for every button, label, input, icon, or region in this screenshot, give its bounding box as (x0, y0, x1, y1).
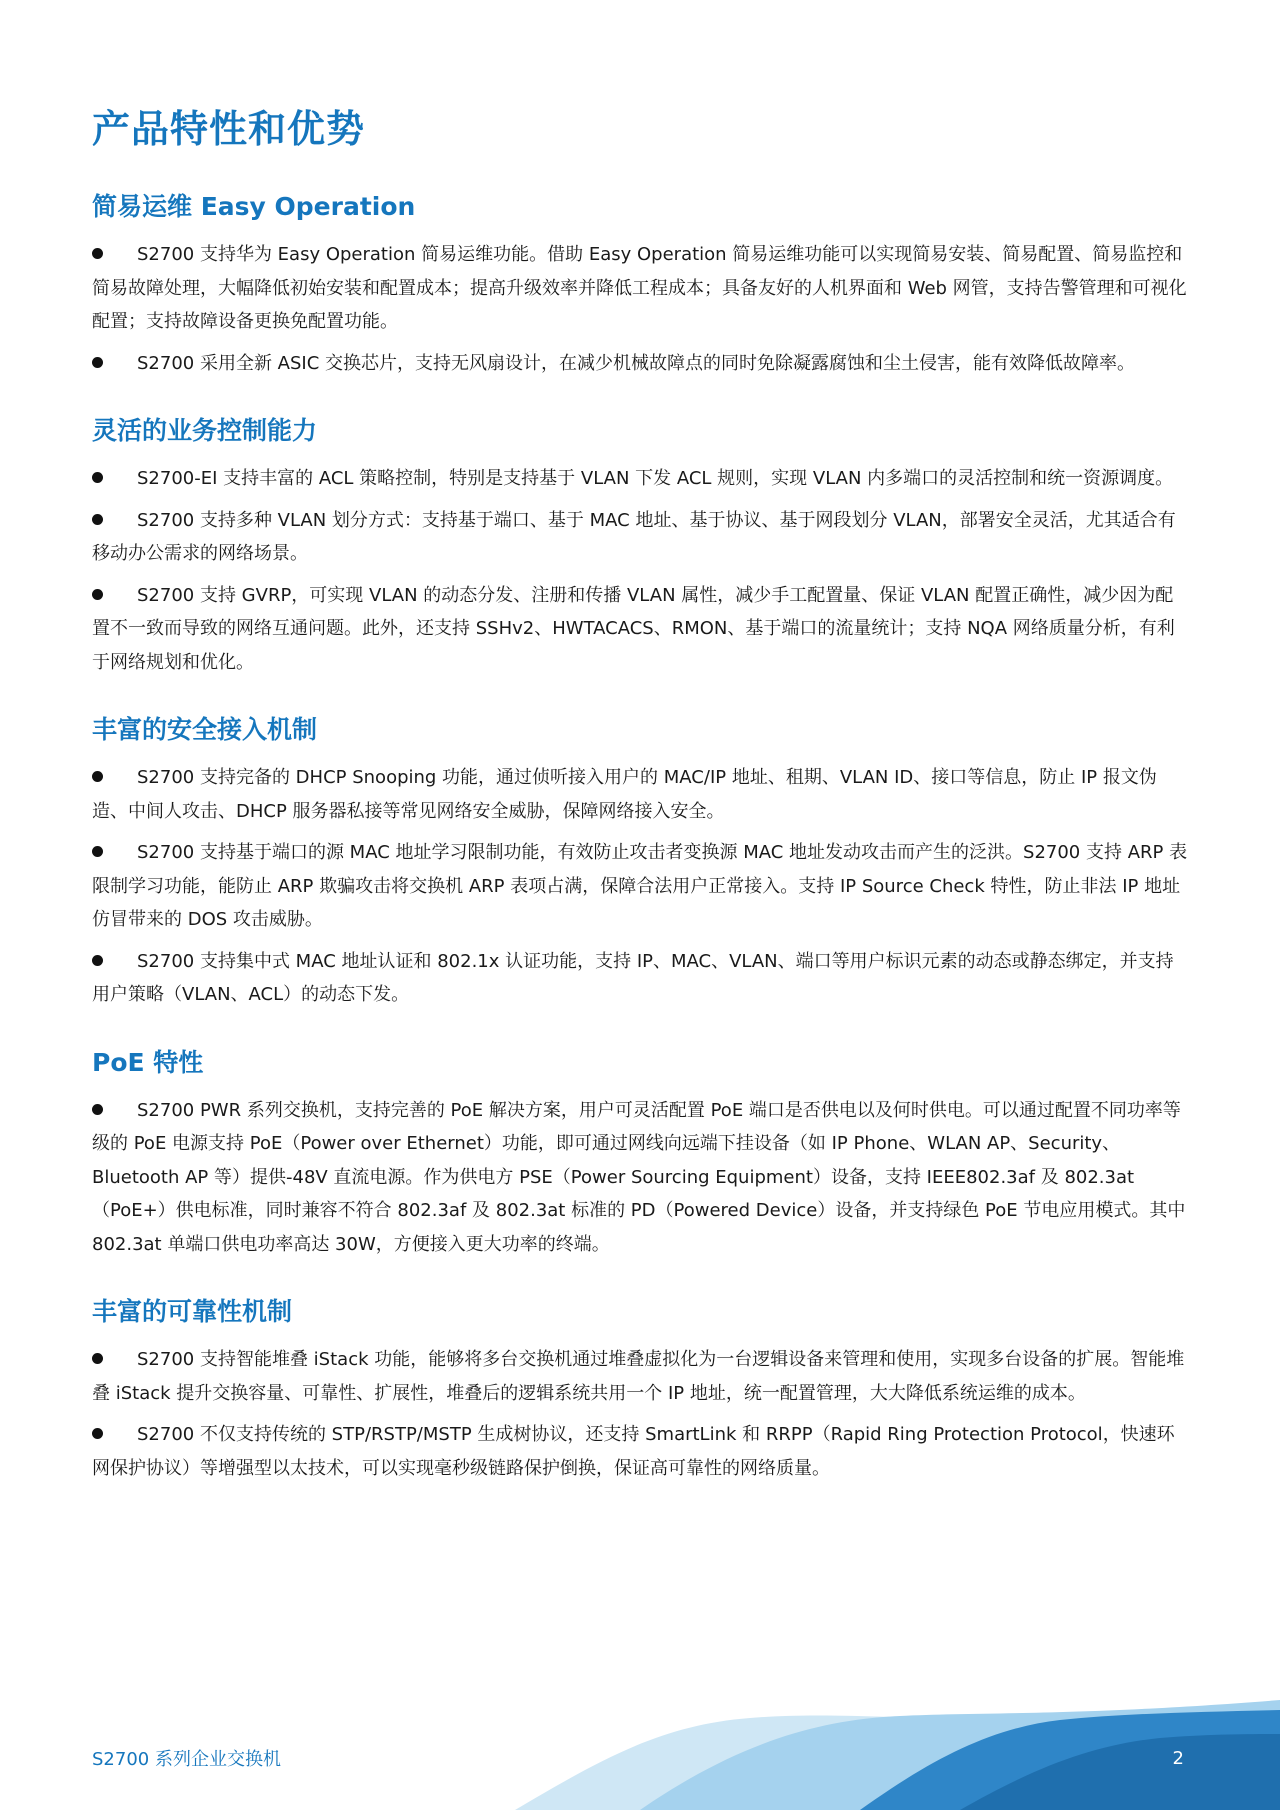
bullet-icon (92, 771, 103, 782)
list-item: S2700 支持智能堆叠 iStack 功能，能够将多台交换机通过堆叠虚拟化为一台逻辑设备来管理和使用，实现多台设备的扩展。智能堆叠 iStack 提升交换容量、可靠性、扩展性，堆叠后的逻辑系统共用一个 IP 地址，统一配置管理，大大降低系统运维的成本。 (92, 1349, 1185, 1404)
list-item: S2700 支持多种 VLAN 划分方式：支持基于端口、基于 MAC 地址、基于协议、基于网段划分 VLAN，部署安全灵活，尤其适合有移动办公需求的网络场景。 (92, 509, 1176, 564)
bullet-icon (92, 248, 103, 259)
bullet-icon (92, 1428, 103, 1439)
list-item: S2700 支持完备的 DHCP Snooping 功能，通过侦听接入用户的 MAC/IP 地址、租期、VLAN ID、接口等信息，防止 IP 报文伪造、中间人攻击、DHCP 服务器私接等常见网络安全威胁，保障网络接入安全。 (92, 767, 1157, 822)
list-item: S2700 支持 GVRP，可实现 VLAN 的动态分发、注册和传播 VLAN 属性，减少手工配置量、保证 VLAN 配置正确性，减少因为配置不一致而导致的网络互通问题。此外，还支持 SSHv2、HWTACACS、RMON、基于端口的流量统计；支持 NQA 网络质量分析，有利于网络规划和优化。 (92, 584, 1175, 673)
bullet-icon (92, 589, 103, 600)
content-body (92, 190, 1188, 1519)
bullet-icon (92, 955, 103, 966)
section-heading: 丰富的可靠性机制 (92, 1297, 293, 1326)
section-service-control (92, 414, 1188, 679)
list-item: S2700 采用全新 ASIC 交换芯片，支持无风扇设计，在减少机械故障点的同时免除凝露腐蚀和尘土侵害，能有效降低故障率。 (92, 347, 1188, 381)
section-heading: 简易运维 Easy Operation (92, 192, 416, 221)
section-heading: 灵活的业务控制能力 (92, 416, 318, 445)
section-easy-operation (92, 190, 1188, 380)
section-poe (92, 1046, 1188, 1262)
section-security-access (92, 713, 1188, 1012)
list-item: S2700 支持华为 Easy Operation 简易运维功能。借助 Easy Operation 简易运维功能可以实现简易安装、简易配置、简易监控和简易故障处理，大幅降低初始安装和配置成本；提高升级效率并降低工程成本；具备友好的人机界面和 Web 网管，支持告警管理和可视化配置；支持故障设备更换免配置功能。 (92, 244, 1187, 332)
list-item: S2700 PWR 系列交换机，支持完善的 PoE 解决方案，用户可灵活配置 PoE 端口是否供电以及何时供电。可以通过配置不同功率等级的 PoE 电源支持 PoE（Power over Ethernet）功能，即可通过网线向远端下挂设备（如 IP Phone、WLAN AP、Security、Bluetooth AP 等）提供-48V 直流电源。作为供电方 PSE（Power Sourcing Equipment）设备，支持 IEEE802.3af 及 802.3at（PoE+）供电标准，同时兼容不符合 802.3af 及 802.3at 标准的 PD（Powered Device）设备，并支持绿色 PoE 节电应用模式。其中 802.3at 单端口供电功率高达 30W，方便接入更大功率的终端。 (92, 1099, 1186, 1255)
bullet-icon (92, 514, 103, 525)
list-item: S2700 支持基于端口的源 MAC 地址学习限制功能，有效防止攻击者变换源 MAC 地址发动攻击而产生的泛洪。S2700 支持 ARP 表限制学习功能，能防止 ARP 欺骗攻击将交换机 ARP 表项占满，保障合法用户正常接入。支持 IP Source Check 特性，防止非法 IP 地址仿冒带来的 DOS 攻击威胁。 (92, 842, 1188, 930)
section-reliability (92, 1295, 1188, 1485)
list-item: S2700-EI 支持丰富的 ACL 策略控制，特别是支持基于 VLAN 下发 ACL 规则，实现 VLAN 内多端口的灵活控制和统一资源调度。 (92, 462, 1188, 496)
section-heading: 丰富的安全接入机制 (92, 715, 318, 744)
list-item: S2700 支持集中式 MAC 地址认证和 802.1x 认证功能，支持 IP、MAC、VLAN、端口等用户标识元素的动态或静态绑定，并支持用户策略（VLAN、ACL）的动态下发。 (92, 950, 1174, 1005)
bullet-icon (92, 472, 103, 483)
bullet-icon (92, 1104, 103, 1115)
page-number: 2 (1172, 1748, 1184, 1769)
page-title: 产品特性和优势 (92, 107, 366, 151)
bullet-icon (92, 1353, 103, 1364)
section-heading: PoE 特性 (92, 1047, 204, 1077)
list-item: S2700 不仅支持传统的 STP/RSTP/MSTP 生成树协议，还支持 SmartLink 和 RRPP（Rapid Ring Protection Protocol，快速环网保护协议）等增强型以太技术，可以实现毫秒级链路保护倒换，保证高可靠性的网络质量。 (92, 1424, 1175, 1479)
footer-product-label: S2700 系列企业交换机 (92, 1749, 281, 1770)
bullet-icon (92, 357, 103, 368)
bullet-icon (92, 846, 103, 857)
